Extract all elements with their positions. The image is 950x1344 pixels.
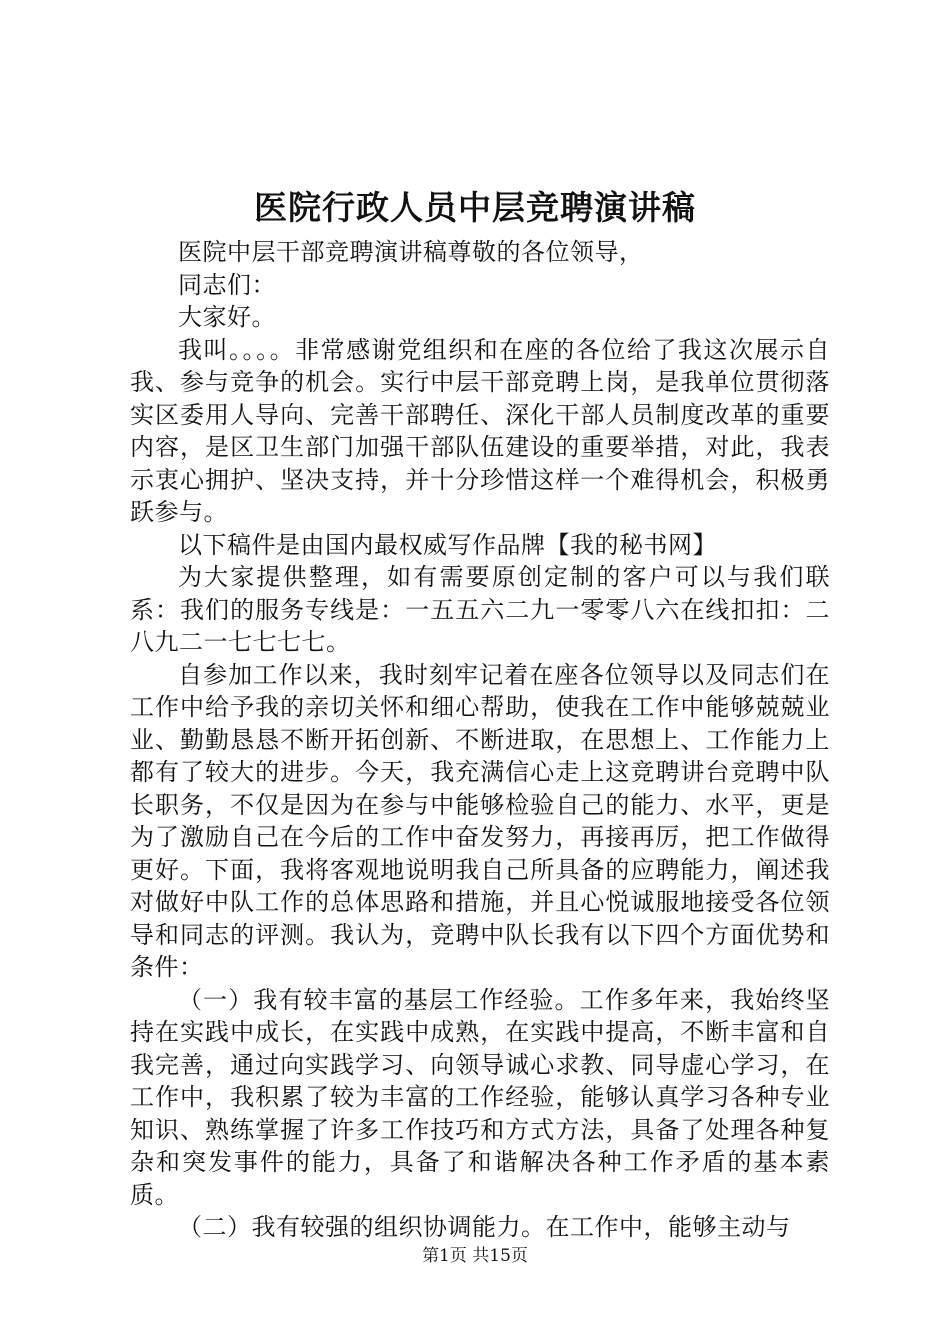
document-body [130, 236, 830, 1244]
paragraph-comrades: 同志们： [178, 270, 276, 299]
paragraph-salutation: 医院中层干部竞聘演讲稿尊敬的各位领导， [178, 238, 644, 266]
paragraph-point-two: （二）我有较强的组织协调能力。在工作中，能够主动与 [178, 1213, 791, 1241]
paragraph-introduction: 我叫。。。。非常感谢党组织和在座的各位给了我这次展示自我、参与竞争的机会。实行中层干部竞聘上岗，是我单位贯彻落实区委用人导向、完善干部聘任、深化干部人员制度改革的重要内容，是区卫生部门加强干部队伍建设的重要举措，对此，我表示衷心拥护、坚决支持，并十分珍惜这样一个难得机会，积极勇跃参与。 [130, 335, 830, 526]
page-number-footer: 第1页 共15页 [422, 1246, 528, 1266]
paragraph-point-one: （一）我有较丰富的基层工作经验。工作多年来，我始终坚持在实践中成长，在实践中成熟，在实践中提高，不断丰富和自我完善，通过向实践学习、向领导诚心求教、同导虚心学习，在工作中，我积累了较为丰富的工作经验，能够认真学习各种专业知识、熟练掌握了许多工作技巧和方式方法，具备了处理各种复杂和突发事件的能力，具备了和谐解决各种工作矛盾的基本素质。 [130, 985, 830, 1209]
document-title: 医院行政人员中层竞聘演讲稿 [254, 188, 696, 227]
paragraph-source-note: 以下稿件是由国内最权威写作品牌【我的秘书网】 [178, 530, 717, 559]
paragraph-experience: 自参加工作以来，我时刻牢记着在座各位领导以及同志们在工作中给予我的亲切关怀和细心帮助，使我在工作中能够兢兢业业、勤勤恳恳不断开拓创新、不断进取，在思想上、工作能力上都有了较大的进步。今天，我充满信心走上这竞聘讲台竞聘中队长职务，不仅是因为在参与中能够检验自己的能力、水平，更是为了激励自己在今后的工作中奋发努力，再接再厉，把工作做得更好。下面，我将客观地说明我自己所具备的应聘能力，阐述我对做好中队工作的总体思路和措施，并且心悦诚服地接受各位领导和同志的评测。我认为，竞聘中队长我有以下四个方面优势和条件： [130, 660, 830, 981]
paragraph-greeting: 大家好。 [178, 303, 276, 331]
paragraph-contact: 为大家提供整理，如有需要原创定制的客户可以与我们联系：我们的服务专线是：一五五六二九一零零八六在线扣扣：二八九二一七七七七。 [130, 563, 830, 656]
